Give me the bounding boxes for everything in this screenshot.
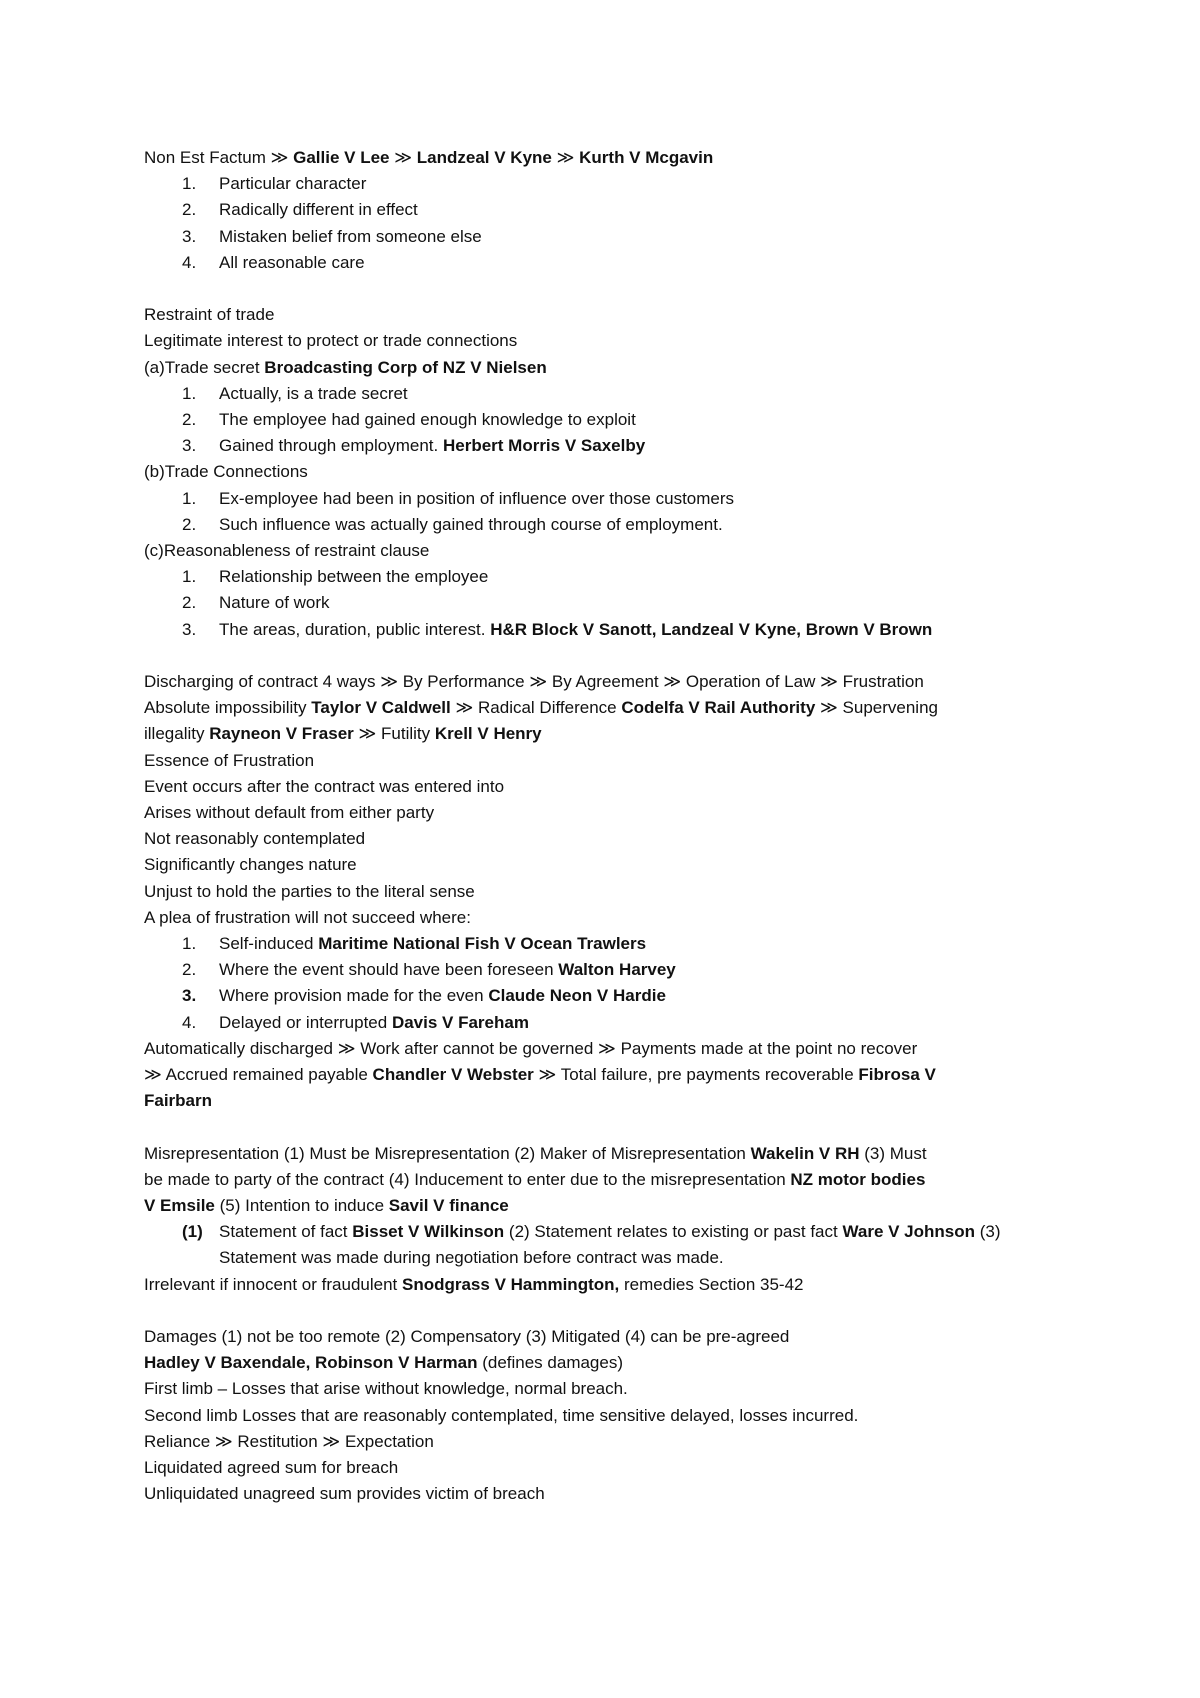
text-run: (c)Reasonableness of restraint clause	[144, 541, 430, 561]
list-number: 2.	[182, 514, 197, 534]
list-item-text	[219, 197, 418, 223]
list-item	[144, 197, 1074, 223]
list-item	[144, 433, 1074, 459]
text-run: (defines damages)	[477, 1353, 624, 1373]
case-citation: Hadley V Baxendale, Robinson V Harman	[144, 1353, 478, 1373]
numbered-list	[144, 381, 1074, 460]
text-run: (2) Statement relates to existing or past fact	[504, 1222, 843, 1242]
text-run: remedies Section 35-42	[619, 1274, 804, 1294]
list-number: 2.	[182, 960, 197, 980]
text-run: The employee had gained enough knowledge to exploit	[219, 410, 636, 430]
numbered-list	[144, 564, 1074, 643]
text-run: Statement of fact	[219, 1222, 353, 1242]
list-item	[144, 486, 1074, 512]
list-item-text	[219, 512, 723, 538]
list-item	[144, 171, 1074, 197]
case-citation: Kurth V Mcgavin	[579, 148, 714, 167]
case-citation: V Emsile	[144, 1196, 215, 1216]
list-item	[144, 512, 1074, 538]
list-number: 1.	[182, 488, 197, 508]
case-citation: Rayneon V Fraser	[209, 724, 354, 744]
list-item	[144, 957, 1074, 983]
text-run: Particular character	[219, 174, 367, 194]
list-item	[144, 224, 1074, 250]
list-number: 1.	[182, 383, 197, 403]
list-item-text	[219, 1219, 1074, 1271]
text-run: A plea of frustration will not succeed where:	[144, 907, 471, 927]
text-line	[144, 145, 1074, 171]
list-item-text	[219, 407, 636, 433]
numbered-list	[144, 486, 1074, 538]
text-run: Restraint of trade	[144, 305, 275, 325]
text-run: (b)Trade Connections	[144, 462, 308, 482]
paragraph-gap	[144, 1114, 1074, 1140]
list-item-text	[219, 171, 366, 197]
hanging-list-item	[144, 1219, 1074, 1271]
list-item-text	[219, 250, 365, 276]
text-run: (3) Must	[859, 1143, 927, 1163]
case-citation: Landzeal V Kyne	[416, 148, 552, 167]
case-citation: Maritime National Fish V Ocean Trawlers	[318, 934, 647, 954]
text-run: ≫ Accrued remained payable	[144, 1065, 373, 1085]
text-line	[144, 302, 1074, 328]
case-citation: Krell V Henry	[434, 724, 542, 744]
text-run: (a)Trade secret	[144, 357, 265, 377]
case-citation: Fairbarn	[144, 1091, 213, 1111]
text-run: Nature of work	[219, 593, 330, 613]
list-item	[144, 250, 1074, 276]
list-item-text	[219, 931, 646, 957]
text-run: Such influence was actually gained through course of employment.	[219, 514, 723, 534]
document-body	[144, 145, 1074, 1508]
list-item-text	[219, 617, 932, 643]
text-run: Discharging of contract 4 ways ≫ By Performance ≫ By Agreement ≫ Operation of Law ≫ Frustration	[144, 672, 924, 692]
case-citation: Codelfa V Rail Authority	[621, 698, 816, 718]
text-run: Unliquidated unagreed sum provides victim of breach	[144, 1484, 545, 1504]
text-line	[144, 774, 1074, 800]
list-item-text	[219, 381, 408, 407]
paragraph-gap	[144, 643, 1074, 669]
text-run: ≫ Total failure, pre payments recoverable	[533, 1065, 859, 1085]
case-citation: Wakelin V RH	[750, 1143, 860, 1163]
list-number: 2.	[182, 593, 197, 613]
text-run: ≫	[389, 148, 417, 167]
text-line	[144, 328, 1074, 354]
case-citation: Davis V Fareham	[391, 1012, 529, 1032]
case-citation: Herbert Morris V Saxelby	[442, 436, 646, 456]
text-line	[144, 669, 1074, 695]
text-line	[144, 1376, 1074, 1402]
list-number: 1.	[182, 567, 197, 587]
text-run: Automatically discharged ≫ Work after cannot be governed ≫ Payments made at the point no recover	[144, 1038, 918, 1058]
text-run: Relationship between the employee	[219, 567, 489, 587]
text-line	[144, 695, 1074, 721]
text-run: (5) Intention to induce	[214, 1196, 389, 1216]
list-number: 3.	[182, 619, 197, 639]
text-run: Not reasonably contemplated	[144, 829, 366, 849]
paragraph-gap	[144, 1298, 1074, 1324]
text-run: ≫	[551, 148, 580, 167]
text-line	[144, 879, 1074, 905]
text-line	[144, 1403, 1074, 1429]
text-run: The areas, duration, public interest.	[219, 619, 491, 639]
text-line	[144, 1193, 1074, 1219]
list-item-text	[219, 433, 645, 459]
case-citation: Walton Harvey	[558, 960, 676, 980]
list-number: 4.	[182, 252, 197, 272]
list-number: 1.	[182, 934, 197, 954]
text-line	[144, 1036, 1074, 1062]
text-line	[144, 1062, 1074, 1088]
text-run: Irrelevant if innocent or fraudulent	[144, 1274, 402, 1294]
text-run: Legitimate interest to protect or trade connections	[144, 331, 518, 351]
list-number: 2.	[182, 410, 197, 430]
list-item	[144, 1010, 1074, 1036]
text-line	[144, 1429, 1074, 1455]
case-citation: Ware V Johnson	[842, 1222, 976, 1242]
case-citation: Chandler V Webster	[372, 1065, 534, 1085]
text-run: Where the event should have been foreseen	[219, 960, 559, 980]
text-run: Self-induced	[219, 934, 319, 954]
list-item-text	[219, 486, 734, 512]
text-line	[144, 1324, 1074, 1350]
text-run: Damages (1) not be too remote (2) Compensatory (3) Mitigated (4) can be pre-agreed	[144, 1327, 790, 1347]
text-run: Reliance ≫ Restitution ≫ Expectation	[144, 1431, 434, 1451]
text-line	[144, 1141, 1074, 1167]
text-run: (3) Statement was made during negotiation before contract was made.	[219, 1222, 1001, 1268]
text-line	[144, 1350, 1074, 1376]
text-line	[144, 800, 1074, 826]
case-citation: Claude Neon V Hardie	[488, 986, 666, 1006]
list-number: 1.	[182, 174, 197, 194]
text-run: Non Est Factum ≫	[144, 148, 294, 167]
text-run: Misrepresentation (1) Must be Misrepresentation (2) Maker of Misrepresentation	[144, 1143, 751, 1163]
list-item-text	[219, 1010, 529, 1036]
text-run: ≫ Futility	[353, 724, 435, 744]
text-line	[144, 1481, 1074, 1507]
list-item-text	[219, 590, 330, 616]
case-citation: Savil V finance	[388, 1196, 509, 1216]
numbered-list	[144, 171, 1074, 276]
text-line	[144, 748, 1074, 774]
list-item	[144, 564, 1074, 590]
list-number: 3.	[182, 226, 197, 246]
list-number: 2.	[182, 200, 197, 220]
text-run: First limb – Losses that arise without knowledge, normal breach.	[144, 1379, 628, 1399]
list-item	[144, 407, 1074, 433]
paragraph-gap	[144, 276, 1074, 302]
text-line	[144, 1167, 1074, 1193]
text-line	[144, 1272, 1074, 1298]
text-run: Event occurs after the contract was entered into	[144, 776, 505, 796]
text-run: Mistaken belief from someone else	[219, 226, 482, 246]
text-run: Delayed or interrupted	[219, 1012, 392, 1032]
case-citation: NZ motor bodies	[790, 1169, 926, 1189]
list-item-text	[219, 957, 676, 983]
case-citation: Bisset V Wilkinson	[352, 1222, 505, 1242]
text-run: Absolute impossibility	[144, 698, 312, 718]
text-run: Radically different in effect	[219, 200, 418, 220]
text-line	[144, 355, 1074, 381]
text-run: Ex-employee had been in position of influence over those customers	[219, 488, 735, 508]
text-run: Unjust to hold the parties to the literal sense	[144, 881, 475, 901]
text-line	[144, 852, 1074, 878]
text-run: be made to party of the contract (4) Inducement to enter due to the misrepresentation	[144, 1169, 791, 1189]
text-line	[144, 459, 1074, 485]
list-item	[144, 931, 1074, 957]
case-citation: Gallie V Lee	[293, 148, 390, 167]
text-run: Gained through employment.	[219, 436, 443, 456]
case-citation: Taylor V Caldwell	[311, 698, 451, 718]
text-line	[144, 1455, 1074, 1481]
text-run: illegality	[144, 724, 210, 744]
list-item-text	[219, 983, 666, 1009]
text-run: Liquidated agreed sum for breach	[144, 1458, 399, 1478]
case-citation: Snodgrass V Hammington,	[401, 1274, 620, 1294]
list-item	[144, 381, 1074, 407]
text-run: ≫ Radical Difference	[450, 698, 622, 718]
list-item	[144, 983, 1074, 1009]
list-item	[144, 617, 1074, 643]
text-line	[144, 905, 1074, 931]
list-item	[144, 590, 1074, 616]
case-citation: H&R Block V Sanott, Landzeal V Kyne, Brown V Brown	[490, 619, 933, 639]
text-run: All reasonable care	[219, 252, 365, 272]
text-line	[144, 538, 1074, 564]
list-item-text	[219, 224, 482, 250]
list-number: 4.	[182, 1012, 197, 1032]
list-item-text	[219, 564, 488, 590]
text-line	[144, 721, 1074, 747]
text-run: Second limb Losses that are reasonably contemplated, time sensitive delayed, losses incurred.	[144, 1405, 859, 1425]
text-run: Arises without default from either party	[144, 803, 435, 823]
text-line	[144, 826, 1074, 852]
text-run: Essence of Frustration	[144, 750, 315, 770]
list-number: 3.	[182, 986, 197, 1006]
list-number: 3.	[182, 436, 197, 456]
list-number: (1)	[182, 1222, 203, 1242]
text-run: Where provision made for the even	[219, 986, 489, 1006]
text-line	[144, 1088, 1074, 1114]
text-run: ≫ Supervening	[815, 698, 938, 718]
case-citation: Fibrosa V	[858, 1065, 936, 1085]
numbered-list	[144, 931, 1074, 1036]
case-citation: Broadcasting Corp of NZ V Nielsen	[264, 357, 547, 377]
text-run: Actually, is a trade secret	[219, 383, 408, 403]
text-run: Significantly changes nature	[144, 855, 357, 875]
